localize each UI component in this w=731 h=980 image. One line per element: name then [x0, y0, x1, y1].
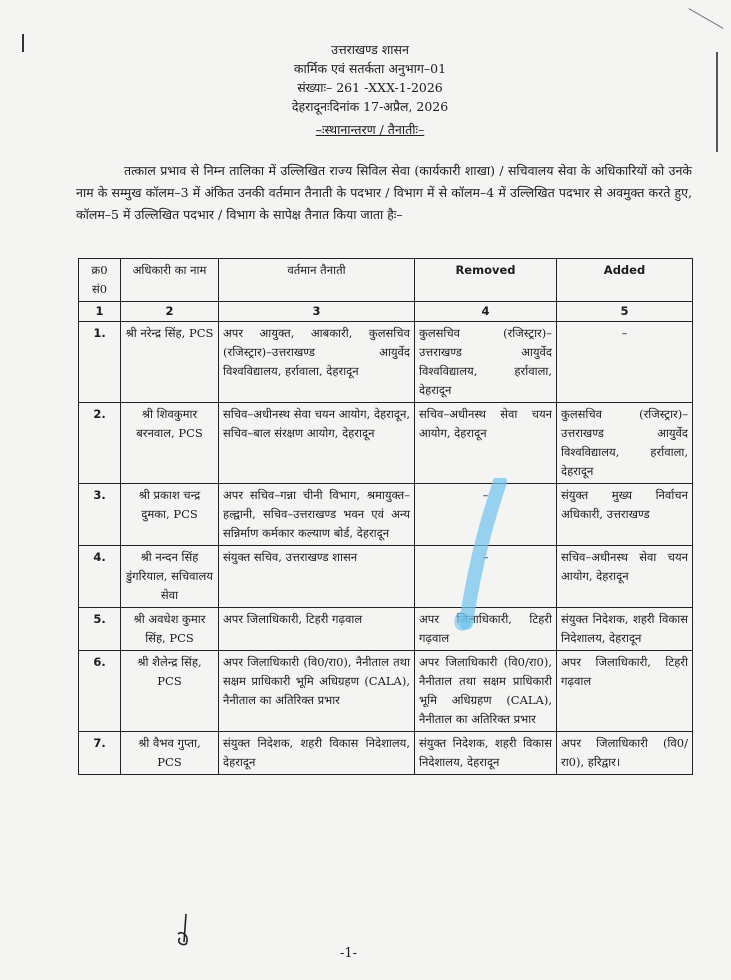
column-number: 2 [121, 302, 219, 322]
removed-charge: अपर जिलाधिकारी, टिहरी गढ़वाल [415, 608, 557, 651]
highlighter-stroke [448, 478, 518, 638]
row-sno: 1. [79, 322, 121, 403]
header-current: वर्तमान तैनाती [219, 259, 415, 302]
current-posting: अपर जिलाधिकारी, टिहरी गढ़वाल [219, 608, 415, 651]
order-number: संख्याः– 261 -XXX-1-2026 [297, 80, 443, 95]
removed-charge: अपर जिलाधिकारी (वि0/रा0), नैनीताल तथा सक्षम प्राधिकारी भूमि अधिग्रहण (CALA), नैनीताल का अतिरिक्त प्रभार [415, 651, 557, 732]
officer-name: श्री शैलेन्द्र सिंह, PCS [121, 651, 219, 732]
table-row [79, 403, 693, 484]
column-number: 4 [415, 302, 557, 322]
header-removed: Removed [415, 259, 557, 302]
removed-charge: – [415, 484, 557, 546]
added-charge: अपर जिलाधिकारी (वि0/रा0), हरिद्वार। [557, 732, 693, 775]
column-number: 5 [557, 302, 693, 322]
intro-paragraph [76, 160, 692, 226]
removed-charge: संयुक्त निदेशक, शहरी विकास निदेशालय, देहरादून [415, 732, 557, 775]
added-charge: संयुक्त मुख्य निर्वाचन अधिकारी, उत्तराखण्ड [557, 484, 693, 546]
header-name: अधिकारी का नाम [121, 259, 219, 302]
order-date: देहरादूनःदिनांक 17-अप्रैल, 2026 [291, 99, 449, 114]
current-posting: अपर आयुक्त, आबकारी, कुलसचिव (रजिस्ट्रार)–उत्तराखण्ड आयुर्वेद विश्वविद्यालय, हर्रावाला, देहरादून [219, 322, 415, 403]
table-row [79, 608, 693, 651]
intro-text: तत्काल प्रभाव से निम्न तालिका में उल्लिखित राज्य सिविल सेवा (कार्यकारी शाखा) / सचिवालय सेवा के अधिकारियों को उनके नाम के सम्मुख कॉलम–3 में अंकित उनकी वर्तमान तैनाती के पदभार / विभाग में से कॉलम–4 में उल्लिखित पदभार से अवमुक्त करते हुए, कॉलम–5 में उल्लिखित पदभार / विभाग के सापेक्ष तैनात किया जाता हैः– [76, 163, 692, 222]
initial-mark [172, 912, 202, 948]
row-sno: 6. [79, 651, 121, 732]
removed-charge: सचिव–अधीनस्थ सेवा चयन आयोग, देहरादून [415, 403, 557, 484]
added-charge: – [557, 322, 693, 403]
column-number: 3 [219, 302, 415, 322]
column-number-row [79, 302, 693, 322]
added-charge: सचिव–अधीनस्थ सेवा चयन आयोग, देहरादून [557, 546, 693, 608]
row-sno: 5. [79, 608, 121, 651]
added-charge: संयुक्त निदेशक, शहरी विकास निदेशालय, देहरादून [557, 608, 693, 651]
letter-header [220, 40, 520, 139]
officer-name: श्री प्रकाश चन्द्र दुमका, PCS [121, 484, 219, 546]
row-sno: 4. [79, 546, 121, 608]
current-posting: सचिव–अधीनस्थ सेवा चयन आयोग, देहरादून, सचिव–बाल संरक्षण आयोग, देहरादून [219, 403, 415, 484]
removed-charge: कुलसचिव (रजिस्ट्रार)–उत्तराखण्ड आयुर्वेद विश्वविद्यालय, हर्रावाला, देहरादून [415, 322, 557, 403]
table-row [79, 651, 693, 732]
officer-name: श्री नरेन्द्र सिंह, PCS [121, 322, 219, 403]
officer-name: श्री शिवकुमार बरनवाल, PCS [121, 403, 219, 484]
scan-edge-mark [716, 52, 718, 152]
added-charge: अपर जिलाधिकारी, टिहरी गढ़वाल [557, 651, 693, 732]
table-header-row [79, 259, 693, 302]
government-name: उत्तराखण्ड शासन [331, 42, 409, 57]
added-charge: कुलसचिव (रजिस्ट्रार)–उत्तराखण्ड आयुर्वेद विश्वविद्यालय, हर्रावाला, देहरादून [557, 403, 693, 484]
table-row [79, 484, 693, 546]
page-number: -1- [340, 946, 358, 961]
table-row [79, 546, 693, 608]
officer-name: श्री नन्दन सिंह डुंगरियाल, सचिवालय सेवा [121, 546, 219, 608]
row-sno: 3. [79, 484, 121, 546]
table-row [79, 732, 693, 775]
transfer-table [78, 258, 693, 775]
removed-charge: – [415, 546, 557, 608]
current-posting: संयुक्त निदेशक, शहरी विकास निदेशालय, देहरादून [219, 732, 415, 775]
column-number: 1 [79, 302, 121, 322]
header-added: Added [557, 259, 693, 302]
order-subject: –ःस्थानान्तरण / तैनातीः– [315, 122, 425, 137]
current-posting: अपर जिलाधिकारी (वि0/रा0), नैनीताल तथा सक्षम प्राधिकारी भूमि अधिग्रहण (CALA), नैनीताल का अतिरिक्त प्रभार [219, 651, 415, 732]
scan-corner-mark [688, 8, 723, 29]
scan-mark [22, 34, 24, 52]
header-sno: क्र0 सं0 [79, 259, 121, 302]
department-name: कार्मिक एवं सतर्कता अनुभाग–01 [293, 61, 447, 76]
row-sno: 7. [79, 732, 121, 775]
officer-name: श्री अवधेश कुमार सिंह, PCS [121, 608, 219, 651]
current-posting: अपर सचिव–गन्ना चीनी विभाग, श्रमायुक्त–हल्द्वानी, सचिव–उत्तराखण्ड भवन एवं अन्य सन्निर्माण कर्मकार कल्याण बोर्ड, देहरादून [219, 484, 415, 546]
table-row [79, 322, 693, 403]
officer-name: श्री वैभव गुप्ता, PCS [121, 732, 219, 775]
row-sno: 2. [79, 403, 121, 484]
current-posting: संयुक्त सचिव, उत्तराखण्ड शासन [219, 546, 415, 608]
